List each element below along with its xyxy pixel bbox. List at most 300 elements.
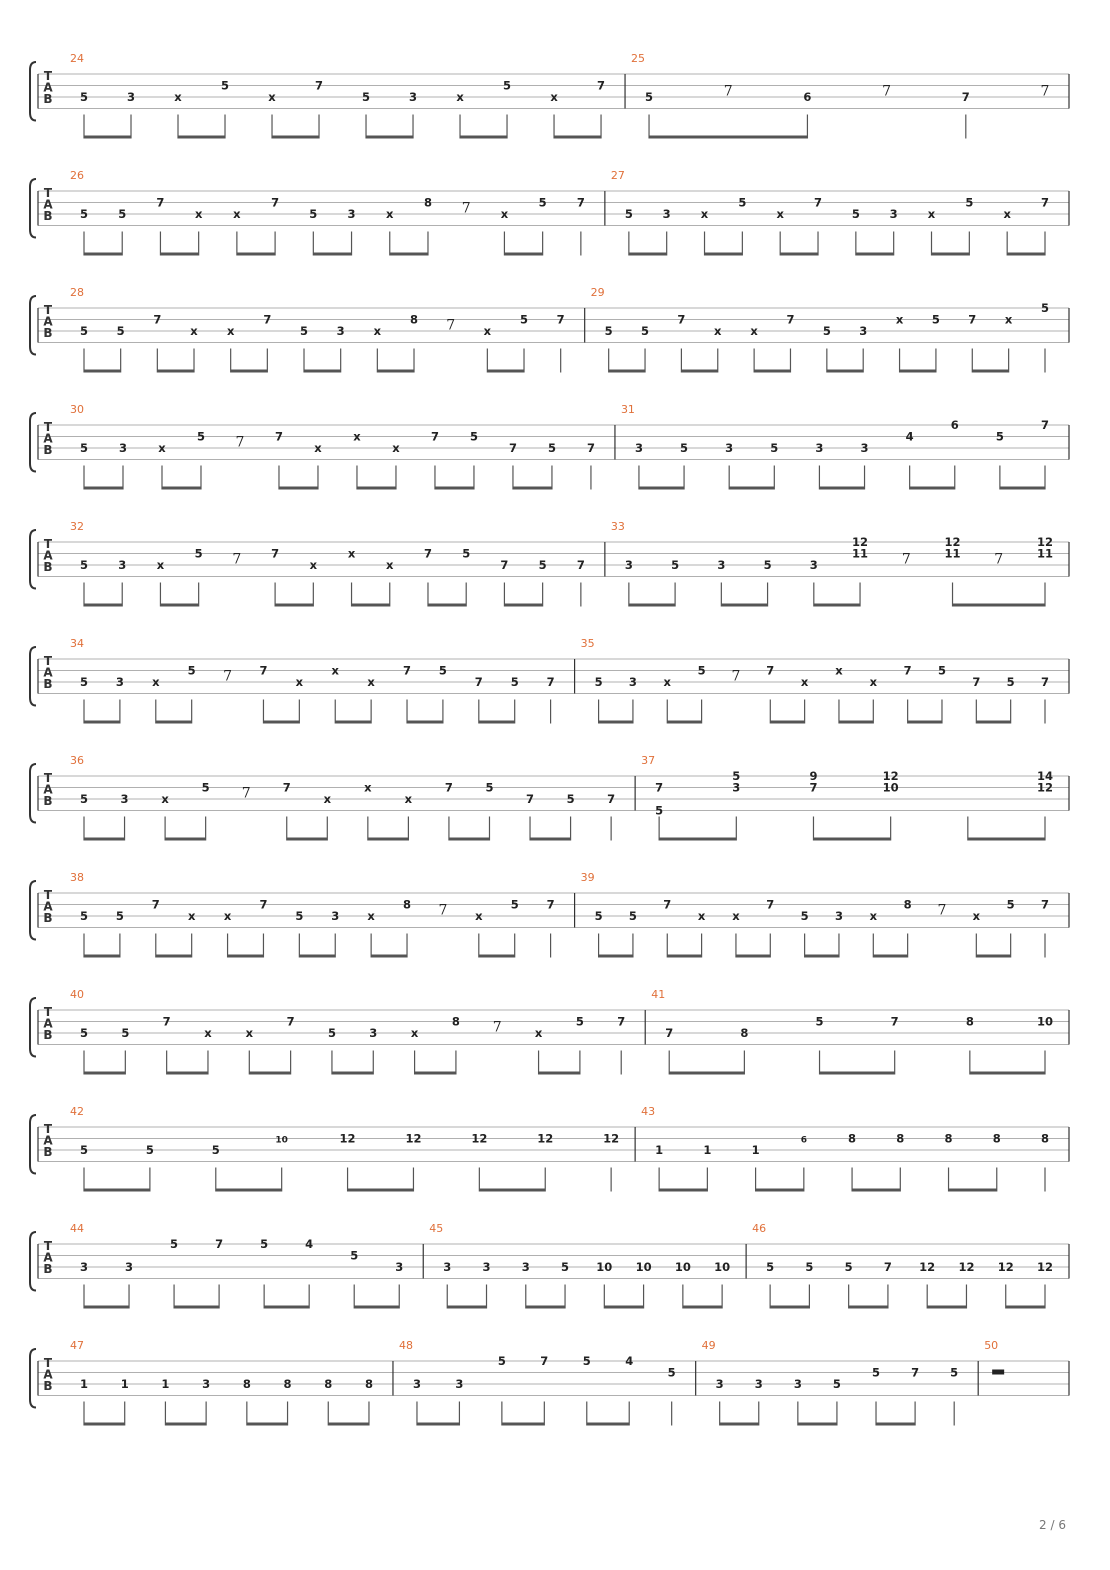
beam — [160, 604, 198, 607]
fret-number: 5 — [170, 1237, 179, 1251]
fret-number: 12 — [471, 1131, 488, 1146]
fret-number: 7 — [1040, 418, 1050, 432]
measure-36 — [70, 754, 615, 841]
measure-number: 25 — [631, 52, 646, 65]
fret-number: 3 — [118, 558, 127, 572]
tab-clef-letter: T — [43, 1356, 53, 1370]
system-bracket — [30, 62, 36, 121]
fret-number: 5 — [187, 663, 196, 678]
whole-rest — [992, 1370, 1004, 1375]
tab-system — [30, 1222, 1069, 1309]
measure-number: 26 — [70, 169, 84, 182]
measure-48 — [393, 1339, 676, 1426]
fret-number: x — [161, 792, 169, 806]
fret-number: 5 — [645, 90, 654, 104]
fret-number: 7 — [271, 195, 280, 210]
fret-number: 7 — [663, 897, 672, 912]
tab-clef-letter: B — [43, 677, 53, 691]
fret-number: 5 — [485, 780, 494, 795]
fret-number: 5 — [561, 1260, 570, 1274]
beam — [827, 370, 863, 373]
fret-number: 7 — [263, 312, 272, 327]
fret-number: 3 — [809, 558, 818, 572]
tab-clef-letter: B — [43, 1145, 53, 1159]
fret-number: 3 — [331, 909, 340, 923]
fret-number: 12 — [1036, 535, 1054, 549]
beam — [530, 838, 571, 841]
fret-number: 7 — [586, 441, 595, 455]
fret-number: 3 — [455, 1377, 464, 1391]
measure-46 — [746, 1222, 1053, 1309]
beam — [968, 838, 1045, 841]
tab-clef-letter: A — [43, 197, 53, 212]
fret-number: x — [410, 1026, 419, 1040]
fret-number: x — [483, 324, 492, 338]
fret-number: 5 — [641, 324, 650, 338]
beam — [659, 838, 736, 841]
beam — [160, 253, 198, 256]
beam — [272, 136, 319, 139]
fret-number: 5 — [115, 909, 124, 923]
beam — [849, 1306, 888, 1309]
fret-number: 7 — [540, 1354, 549, 1368]
measure-number: 32 — [70, 520, 84, 533]
beam — [504, 604, 542, 607]
fret-number: 5 — [121, 1026, 130, 1040]
tab-clef-letter: A — [43, 782, 53, 797]
fret-number: 8 — [283, 1377, 292, 1391]
fret-number: 7 — [474, 675, 483, 689]
measure-41 — [645, 988, 1053, 1075]
fret-number: 5 — [116, 324, 125, 338]
tab-clef-letter: B — [43, 326, 53, 340]
fret-number: 5 — [520, 312, 529, 327]
beam — [156, 721, 192, 724]
fret-number: x — [309, 558, 318, 572]
system-bracket — [30, 1349, 36, 1408]
tab-clef-letter: T — [43, 420, 53, 434]
beam — [900, 370, 936, 373]
fret-number: 5 — [469, 429, 478, 444]
beam — [502, 1423, 544, 1426]
beam — [513, 487, 552, 490]
tab-system — [30, 1105, 1069, 1192]
fret-number: 7 — [274, 429, 283, 444]
fret-number: 1 — [703, 1143, 712, 1157]
beam — [299, 955, 335, 958]
beam — [417, 1423, 459, 1426]
measure-45 — [423, 1222, 730, 1309]
fret-number: 3 — [126, 90, 136, 104]
fret-number: 12 — [537, 1131, 554, 1146]
fret-number: 1 — [79, 1377, 89, 1391]
fret-number: 5 — [766, 1260, 775, 1274]
tab-clef-letter: A — [43, 1367, 53, 1382]
beam — [949, 1189, 997, 1192]
fret-number: 5 — [309, 207, 318, 221]
beam — [275, 604, 313, 607]
fret-number: x — [732, 909, 740, 923]
fret-number: 5 — [201, 780, 210, 795]
fret-number: 5 — [497, 1354, 506, 1368]
fret-number: x — [187, 909, 196, 923]
fret-number: 12 — [852, 535, 869, 549]
fret-number: 8 — [965, 1014, 974, 1029]
measure-number: 40 — [70, 988, 84, 1001]
fret-number: 12 — [1036, 780, 1054, 795]
tab-system — [30, 754, 1069, 841]
beam — [609, 370, 645, 373]
fret-number: 7 — [597, 78, 606, 93]
beam — [756, 1189, 804, 1192]
beam — [1006, 1306, 1045, 1309]
measure-31 — [615, 403, 1049, 490]
fret-number: 5 — [118, 207, 127, 221]
system-bracket — [30, 296, 36, 355]
fret-number: 5 — [362, 90, 371, 104]
beam — [328, 1423, 369, 1426]
tab-clef-letter: B — [43, 560, 53, 574]
fret-number: 5 — [566, 792, 575, 806]
tab-clef-letter: A — [43, 1133, 53, 1148]
fret-number: 11 — [944, 546, 961, 561]
beam — [479, 721, 515, 724]
fret-number: x — [1004, 312, 1013, 327]
fret-number: 7 — [556, 312, 565, 327]
beam — [174, 1306, 219, 1309]
beam — [231, 370, 268, 373]
fret-number: 6 — [950, 418, 959, 432]
fret-number: 7 — [809, 780, 818, 795]
beam — [805, 955, 839, 958]
beam — [526, 1306, 565, 1309]
measure-29 — [585, 286, 1049, 373]
beam — [249, 1072, 290, 1075]
fret-number: x — [295, 675, 304, 689]
fret-number: x — [226, 324, 235, 338]
fret-number: x — [500, 207, 509, 221]
beam — [84, 604, 122, 607]
fret-number: 8 — [423, 195, 432, 210]
fret-number: x — [268, 90, 276, 104]
fret-number: 14 — [1036, 769, 1054, 783]
fret-number: 5 — [937, 663, 946, 678]
measure-33 — [605, 520, 1053, 607]
fret-number: x — [927, 207, 936, 221]
fret-number: 7 — [576, 558, 585, 572]
fret-number: 5 — [738, 195, 747, 210]
beam — [84, 721, 120, 724]
fret-number: 7 — [617, 1014, 626, 1029]
beam — [84, 1423, 125, 1426]
fret-number: 8 — [242, 1377, 251, 1391]
beam — [84, 1306, 129, 1309]
beam — [216, 1189, 282, 1192]
fret-number: x — [750, 324, 758, 338]
tab-clef-letter: B — [43, 1262, 53, 1276]
measure-49 — [696, 1339, 959, 1426]
fret-number: 7 — [162, 1014, 171, 1029]
fret-number: x — [353, 429, 361, 444]
fret-number: 5 — [624, 207, 633, 221]
measure-43 — [635, 1105, 1049, 1192]
beam — [639, 487, 684, 490]
fret-number: 7 — [766, 897, 775, 912]
beam — [820, 1072, 895, 1075]
rest: 7 — [937, 902, 947, 919]
tab-clef-letter: T — [43, 537, 53, 551]
beam — [908, 721, 942, 724]
fret-number: 7 — [911, 1365, 920, 1380]
tab-system — [30, 871, 1069, 958]
fret-number: x — [373, 324, 382, 338]
beam — [539, 1072, 580, 1075]
fret-number: x — [869, 675, 878, 689]
fret-number: 12 — [944, 535, 961, 549]
fret-number: 5 — [770, 441, 779, 455]
beam — [84, 487, 123, 490]
tab-system — [30, 403, 1069, 490]
fret-number: x — [392, 441, 400, 455]
tab-clef-letter: T — [43, 1239, 53, 1253]
measure-number: 30 — [70, 403, 84, 416]
measure-number: 43 — [641, 1105, 656, 1118]
measure-number: 36 — [70, 754, 84, 767]
rest: 7 — [723, 83, 733, 100]
fret-number: 12 — [997, 1260, 1014, 1274]
fret-number: 7 — [890, 1014, 899, 1029]
fret-number: 3 — [409, 90, 418, 104]
fret-number: 5 — [295, 909, 304, 923]
measure-number: 45 — [429, 1222, 444, 1235]
beam — [953, 604, 1045, 607]
beam — [304, 370, 341, 373]
rest: 7 — [994, 551, 1004, 568]
fret-number: 10 — [674, 1260, 691, 1274]
fret-number: x — [697, 909, 706, 923]
tab-clef-letter: B — [43, 443, 53, 457]
beam — [165, 1423, 206, 1426]
system-bracket — [30, 881, 36, 940]
fret-number: 5 — [604, 324, 613, 338]
tab-clef-letter: B — [43, 92, 53, 106]
fret-number: 8 — [992, 1131, 1001, 1146]
fret-number: 5 — [79, 1143, 89, 1157]
tab-clef-letter: A — [43, 1016, 53, 1031]
fret-number: 3 — [118, 441, 128, 455]
beam — [263, 721, 299, 724]
beam — [348, 1189, 414, 1192]
tab-clef-letter: B — [43, 1379, 53, 1393]
rest: 7 — [1040, 83, 1050, 100]
fret-number: 3 — [815, 441, 824, 455]
measure-24 — [70, 52, 605, 139]
beam — [932, 253, 970, 256]
system-bracket — [30, 413, 36, 472]
beam — [852, 1189, 900, 1192]
fret-number: 7 — [271, 546, 280, 561]
fret-number: 7 — [786, 312, 795, 327]
measure-50 — [978, 1339, 1004, 1396]
beam — [910, 487, 955, 490]
beam — [856, 253, 894, 256]
fret-number: 3 — [860, 441, 869, 455]
system-bracket — [30, 530, 36, 589]
fret-number: 7 — [156, 195, 165, 210]
fret-number: x — [152, 675, 160, 689]
fret-number: 7 — [883, 1260, 892, 1274]
fret-number: 4 — [905, 429, 914, 444]
beam — [659, 1189, 707, 1192]
fret-number: 12 — [958, 1260, 975, 1274]
beam — [449, 838, 490, 841]
beam — [390, 253, 428, 256]
measure-number: 35 — [580, 637, 595, 650]
fret-number: x — [347, 546, 356, 561]
fret-number: 5 — [547, 441, 556, 455]
fret-number: 7 — [546, 897, 555, 912]
fret-number: 8 — [740, 1026, 749, 1040]
measure-number: 44 — [70, 1222, 84, 1235]
fret-number: 3 — [859, 324, 868, 338]
beam — [667, 721, 701, 724]
fret-number: 5 — [931, 312, 940, 327]
tab-clef-letter: B — [43, 794, 53, 808]
fret-number: 5 — [260, 1237, 269, 1251]
fret-number: 3 — [628, 675, 637, 689]
fret-number: 5 — [327, 1026, 336, 1040]
beam — [84, 1189, 150, 1192]
tab-clef-letter: T — [43, 771, 53, 785]
measure-number: 37 — [641, 754, 656, 767]
fret-number: 3 — [412, 1377, 421, 1391]
measure-35 — [575, 637, 1049, 724]
beam — [178, 136, 225, 139]
beam — [720, 1423, 759, 1426]
measure-number: 29 — [590, 286, 605, 299]
fret-number: 3 — [754, 1377, 763, 1391]
beam — [873, 955, 907, 958]
tab-system — [30, 520, 1069, 607]
fret-number: x — [663, 675, 671, 689]
tab-clef-letter: T — [43, 303, 53, 317]
rest: 7 — [223, 668, 233, 685]
fret-number: x — [550, 90, 558, 104]
beam — [357, 487, 396, 490]
fret-number: 12 — [339, 1131, 356, 1146]
fret-number: 5 — [697, 663, 706, 678]
fret-number: 5 — [832, 1377, 841, 1391]
fret-number: 5 — [299, 324, 309, 338]
fret-number: x — [456, 90, 464, 104]
measure-37 — [635, 754, 1053, 841]
beam — [721, 604, 767, 607]
fret-number: 3 — [634, 441, 643, 455]
fret-number: x — [714, 324, 722, 338]
beam — [839, 721, 873, 724]
rest: 7 — [235, 434, 245, 451]
fret-number: x — [245, 1026, 254, 1040]
fret-number: 3 — [793, 1377, 802, 1391]
fret-number: 7 — [677, 312, 686, 327]
fret-number: 8 — [896, 1131, 905, 1146]
fret-number: x — [331, 663, 339, 678]
tab-clef-letter: T — [43, 1122, 53, 1136]
beam — [649, 136, 807, 139]
measure-32 — [70, 520, 585, 607]
tab-clef-letter: A — [43, 1250, 53, 1265]
system-bracket — [30, 998, 36, 1057]
measure-25 — [625, 52, 1049, 139]
beam — [84, 955, 120, 958]
fret-number: 11 — [852, 546, 869, 561]
fret-number: 5 — [815, 1014, 824, 1029]
beam — [599, 955, 633, 958]
measure-number: 28 — [70, 286, 84, 299]
fret-number: x — [835, 663, 843, 678]
measure-number: 49 — [701, 1339, 716, 1352]
system-bracket — [30, 179, 36, 238]
system-bracket — [30, 1115, 36, 1174]
fret-number: 4 — [305, 1237, 314, 1251]
measure-number: 46 — [752, 1222, 767, 1235]
beam — [754, 370, 790, 373]
fret-number: 3 — [717, 558, 726, 572]
beam — [264, 1306, 309, 1309]
rest: 7 — [241, 785, 251, 802]
measure-47 — [70, 1339, 373, 1426]
fret-number: 7 — [1040, 195, 1050, 210]
beam — [84, 253, 122, 256]
fret-number: x — [386, 207, 394, 221]
fret-number: x — [233, 207, 241, 221]
beam — [428, 604, 466, 607]
beam — [332, 1072, 373, 1075]
beam — [460, 136, 507, 139]
fret-number: 5 — [503, 78, 512, 93]
rest: 7 — [232, 551, 242, 568]
fret-number: 4 — [625, 1354, 634, 1368]
fret-number: x — [204, 1026, 212, 1040]
fret-number: 3 — [369, 1026, 378, 1040]
fret-number: 5 — [211, 1143, 220, 1157]
rest: 7 — [492, 1019, 502, 1036]
fret-number: x — [869, 909, 878, 923]
measure-30 — [70, 403, 595, 490]
fret-number: x — [776, 207, 784, 221]
fret-number: 8 — [324, 1377, 333, 1391]
tab-clef-letter: T — [43, 888, 53, 902]
beam — [354, 1306, 399, 1309]
measure-number: 31 — [620, 403, 635, 416]
fret-number: x — [972, 909, 981, 923]
beam — [165, 838, 206, 841]
beam — [352, 604, 390, 607]
fret-number: 7 — [968, 312, 977, 327]
fret-number: 7 — [1040, 897, 1050, 912]
fret-number: 6 — [803, 90, 812, 104]
beam — [770, 721, 804, 724]
beam — [479, 1189, 545, 1192]
fret-number: x — [1003, 207, 1011, 221]
beam — [479, 955, 515, 958]
fret-number: 7 — [403, 663, 412, 678]
beam — [970, 1072, 1045, 1075]
beam — [876, 1423, 915, 1426]
beam — [669, 1072, 744, 1075]
fret-number: 8 — [848, 1131, 857, 1146]
fret-number: 5 — [79, 909, 89, 923]
